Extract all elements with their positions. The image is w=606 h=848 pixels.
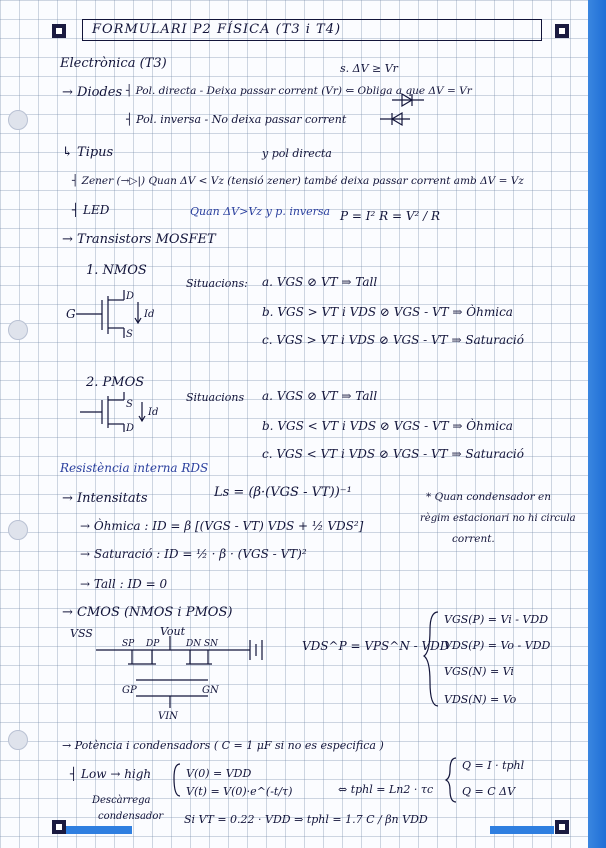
q-equation-2: Q = C ΔV <box>462 785 516 798</box>
power-formula: P = I² R = V² / R <box>340 209 441 223</box>
pmos-current-label: Id <box>148 407 159 418</box>
descarrega-label: Descàrrega <box>92 795 151 806</box>
cmos-label: → CMOS (NMOS i PMOS) <box>62 605 233 620</box>
tipus-label: ↳ Tipus <box>62 145 114 160</box>
nmos-case-b: b. VGS > VT i VDS ⊘ VGS - VT ⇒ Òhmica <box>262 305 513 319</box>
saturacio-formula: → Saturació : ID = ½ · β · (VGS - VT)² <box>80 547 307 561</box>
v0-equation: V(0) = VDD <box>186 767 252 780</box>
zener-note: y pol directa <box>262 147 332 160</box>
nmos-drain-label: D <box>126 291 135 302</box>
transistors-label: → Transistors MOSFET <box>62 232 216 247</box>
pmos-case-c: c. VGS < VT i VDS ⊘ VGS - VT ⇒ Saturació <box>262 447 524 461</box>
ohmica-formula: → Òhmica : ID = β [(VGS - VT) VDS + ½ VDS²] <box>80 519 364 533</box>
cmos-eq-4: VDS(N) = Vo <box>444 693 517 706</box>
tall-formula: → Tall : ID = 0 <box>80 577 168 591</box>
cmos-sp: SP <box>122 639 135 649</box>
capacitor-note-3: corrent. <box>452 533 495 545</box>
nmos-current-label: Id <box>144 309 155 320</box>
cmos-vin: VIN <box>158 711 178 722</box>
cmos-sn: SN <box>204 639 219 649</box>
pmos-label: 2. PMOS <box>86 375 145 390</box>
cmos-dn: DN <box>186 639 202 649</box>
pmos-case-a: a. VGS ⊘ VT ⇒ Tall <box>262 389 378 403</box>
cmos-vout: Vout <box>160 625 186 638</box>
led-text: ┤ LED <box>72 203 110 217</box>
cmos-gn: GN <box>202 685 219 696</box>
si-vt-equation: Si VT = 0.22 · VDD ⇒ tphl = 1.7 C / βn VDD <box>184 813 428 826</box>
capacitor-note-1: * Quan condensador en <box>426 491 552 503</box>
pmos-drain-label: D <box>126 423 135 434</box>
capacitor-note-2: règim estacionari no hi circula <box>420 513 576 524</box>
voltage-brace <box>174 764 180 796</box>
cmos-eq-1: VGS(P) = Vi - VDD <box>444 613 549 626</box>
potencia-heading: → Potència i condensadors ( C = 1 μF si no es especifica ) <box>62 739 384 752</box>
tphl-equation: ⇔ tphl = Ln2 · τc <box>338 783 434 796</box>
cmos-eq-2: VDS(P) = Vo - VDD <box>444 639 551 652</box>
resistencia-heading: Resistència interna RDS <box>60 461 209 475</box>
cmos-eq-3: VGS(N) = Vi <box>444 665 514 678</box>
zener-text: ┤ Zener (→▷|) Quan ΔV < Vz (tensió zener) també deixa passar corrent amb ΔV = Vz <box>72 175 524 187</box>
pmos-source-label: S <box>126 399 133 410</box>
nmos-gate-label: G <box>66 307 76 321</box>
pol-directa-text: ┤ Pol. directa - Deixa passar corrent (Vr) ⇐ Obliga a que ΔV = Vr <box>126 85 472 97</box>
nmos-case-a: a. VGS ⊘ VT ⇒ Tall <box>262 275 378 289</box>
diode-condition-note: s. ΔV ≥ Vr <box>340 62 398 75</box>
cmos-main-equation: VDS^P = VPS^N - VDD <box>302 639 450 653</box>
vt-equation: V(t) = V(0)·e^(-t/τ) <box>186 785 293 798</box>
intensitats-label: → Intensitats <box>62 491 148 506</box>
led-note: Quan ΔV>Vz y p. inversa <box>190 205 331 218</box>
cmos-gp: GP <box>122 685 137 696</box>
q-equation-1: Q = I · tphl <box>462 759 525 772</box>
pmos-situacions-label: Situacions <box>186 391 245 404</box>
page-title: FORMULARI P2 FÍSICA (T3 i T4) <box>92 22 342 37</box>
nmos-situacions-label: Situacions: <box>186 277 248 290</box>
page-blue-edge <box>588 0 606 848</box>
cmos-dp: DP <box>146 639 160 649</box>
pmos-case-b: b. VGS < VT i VDS ⊘ VGS - VT ⇒ Òhmica <box>262 419 513 433</box>
rs-formula: Ls = (β·(VGS - VT))⁻¹ <box>214 485 352 500</box>
section-heading-electronica: Electrònica (T3) <box>60 56 167 71</box>
nmos-label: 1. NMOS <box>86 263 147 278</box>
nmos-source-label: S <box>126 329 133 340</box>
nmos-case-c: c. VGS > VT i VDS ⊘ VGS - VT ⇒ Saturació <box>262 333 524 347</box>
condensador-label: condensador <box>98 811 164 822</box>
pol-inversa-text: ┤ Pol. inversa - No deixa passar corrent <box>126 113 347 126</box>
cmos-brace <box>424 612 438 706</box>
low-high-label: ┤ Low → high <box>70 767 152 781</box>
charge-brace <box>446 758 456 802</box>
diodes-label: → Diodes <box>62 85 123 100</box>
cmos-vss: VSS <box>70 627 93 640</box>
